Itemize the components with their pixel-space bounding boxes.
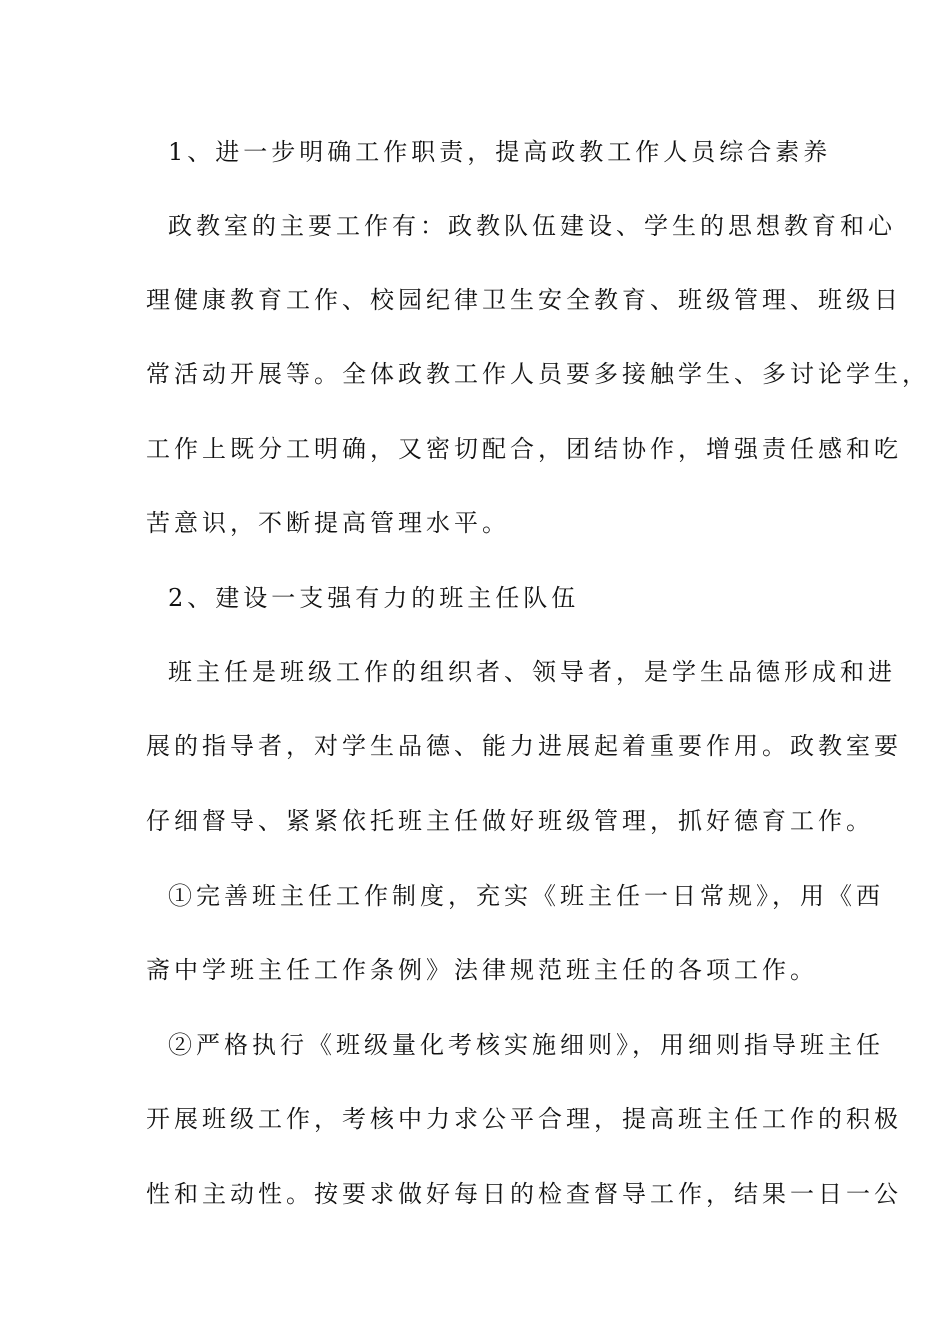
paragraph-line: 展的指导者，对学生品德、能力进展起着重要作用。政教室要: [146, 732, 902, 760]
list-item-2: ②严格执行《班级量化考核实施细则》，用细则指导班主任: [168, 1031, 884, 1059]
paragraph-line: 斋中学班主任工作条例》法律规范班主任的各项工作。: [146, 956, 818, 984]
paragraph-line: 性和主动性。按要求做好每日的检查督导工作，结果一日一公: [146, 1180, 902, 1208]
heading-section-1: 1、进一步明确工作职责，提高政教工作人员综合素养: [168, 138, 832, 166]
paragraph-line: 常活动开展等。全体政教工作人员要多接触学生、多讨论学生，: [146, 360, 930, 388]
paragraph-line: 政教室的主要工作有：政教队伍建设、学生的思想教育和心: [168, 212, 896, 240]
paragraph-line: 理健康教育工作、校园纪律卫生安全教育、班级管理、班级日: [146, 286, 902, 314]
paragraph-line: 工作上既分工明确，又密切配合，团结协作，增强责任感和吃: [146, 435, 902, 463]
list-item-1: ①完善班主任工作制度，充实《班主任一日常规》，用《西: [168, 882, 884, 910]
paragraph-line: 班主任是班级工作的组织者、领导者，是学生品德形成和进: [168, 658, 896, 686]
paragraph-line: 仔细督导、紧紧依托班主任做好班级管理，抓好德育工作。: [146, 807, 874, 835]
heading-section-2: 2、建设一支强有力的班主任队伍: [168, 584, 580, 612]
paragraph-line: 苦意识，不断提高管理水平。: [146, 509, 510, 537]
paragraph-line: 开展班级工作，考核中力求公平合理，提高班主任工作的积极: [146, 1105, 902, 1133]
